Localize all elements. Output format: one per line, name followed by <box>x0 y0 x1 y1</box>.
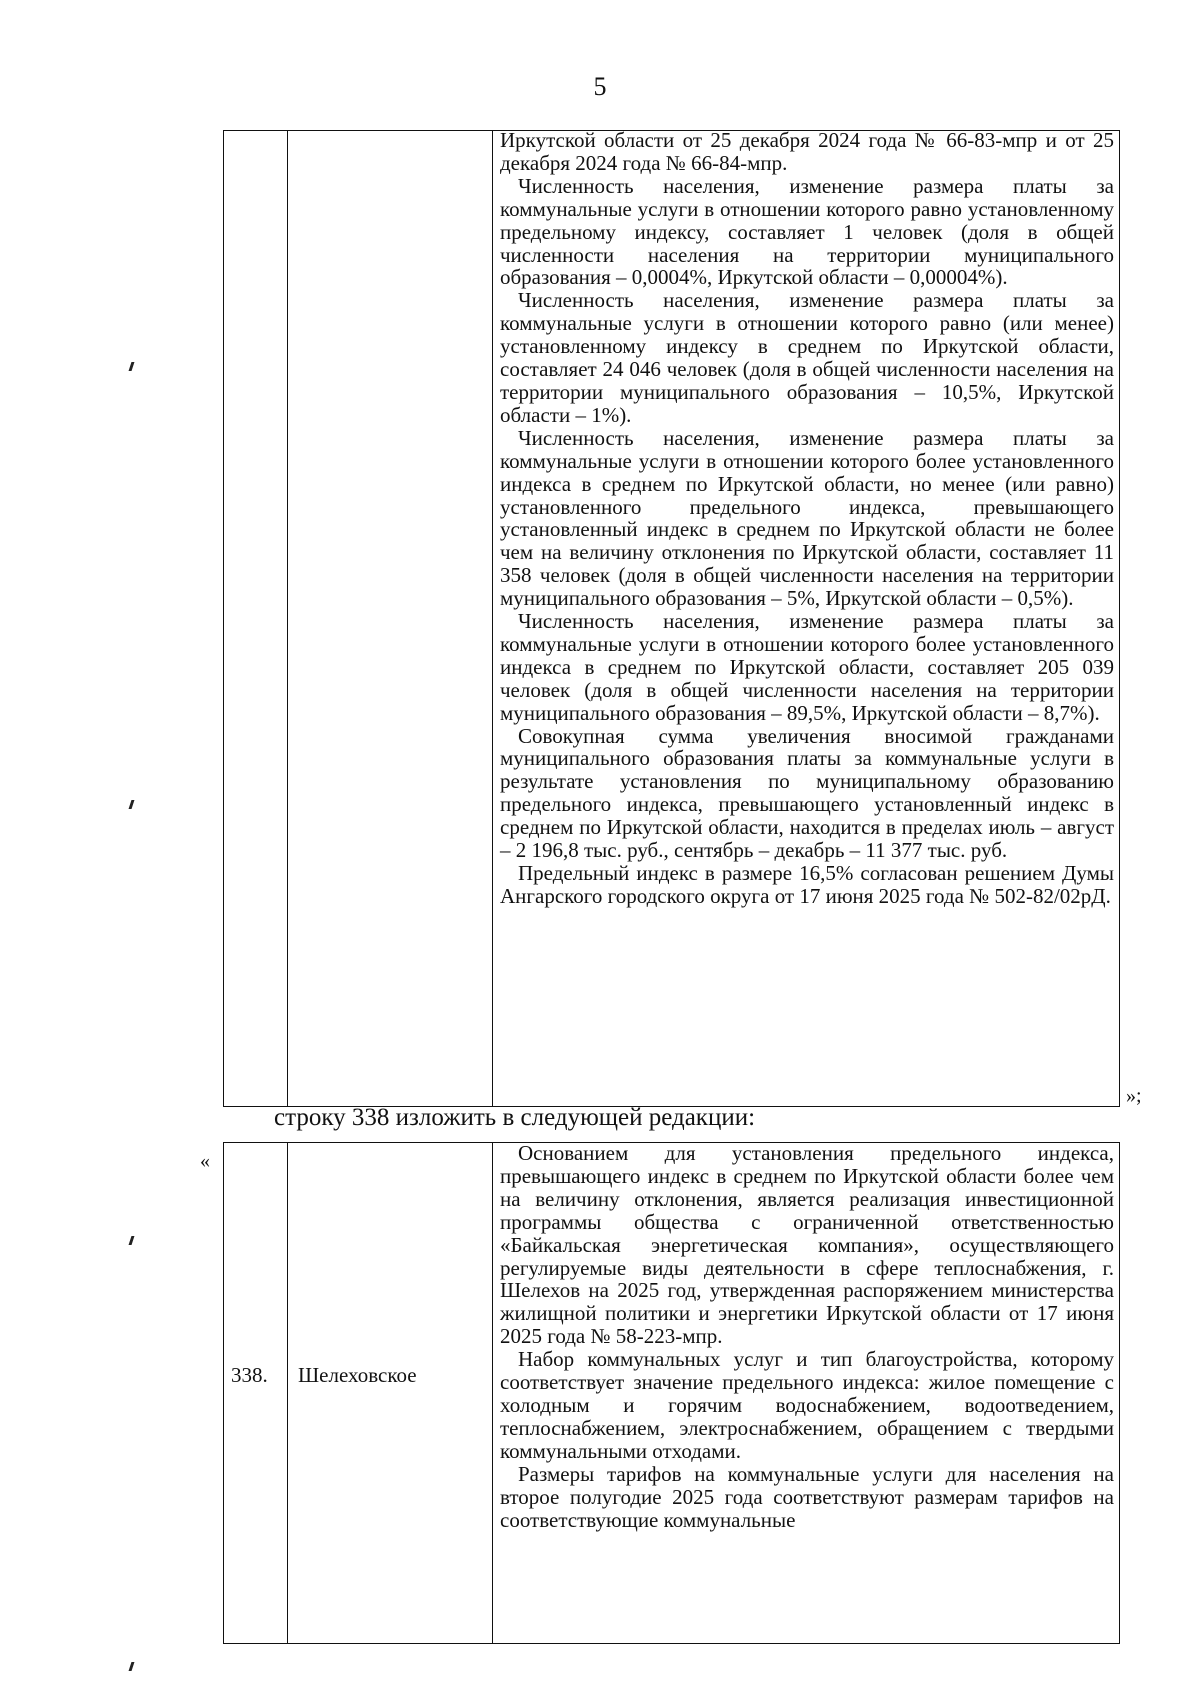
table-2-col-divider-1 <box>287 1142 288 1643</box>
paragraph: Численность населения, изменение размера платы за коммунальные услуги в отношении которого более установленного индекса в среднем по Иркутской области, составляет 205 039 человек (доля в общей численности населения на территории муниципального образования – 89,5%, Иркутской области – 8,7%). <box>500 609 1114 725</box>
page-number: 5 <box>593 72 607 101</box>
closing-quote: »; <box>1126 1085 1142 1107</box>
table-1-col-divider-1 <box>287 130 288 1106</box>
table-1-col-divider-2 <box>492 130 493 1106</box>
instruction-text: строку 338 изложить в следующей редакции: <box>274 1104 756 1131</box>
paragraph: Совокупная сумма увеличения вносимой гражданами муниципального образования платы за коммунальные услуги в результате установления по муниципальному образованию предельного индекса, превышающего установленный индекс в среднем по Иркутской области, находится в пределах июль – август – 2 196,8 тыс. руб., сентябрь – декабрь – 11 377 тыс. руб. <box>500 723 1114 863</box>
paragraph: Размеры тарифов на коммунальные услуги для населения на второе полугодие 2025 года соответствуют размерам тарифов на соответствующие коммунальные <box>500 1461 1114 1532</box>
opening-quote: « <box>200 1150 210 1172</box>
paragraph: Основанием для установления предельного индекса, превышающего индекс в среднем по Иркутской области более чем на величину отклонения, является реализация инвестиционной программы общества с ограниченной ответственностью «Байкальская энергетическая компания», осуществляющего регулируемые виды деятельности в сфере теплоснабжения, г. Шелехов на 2025 год, утвержденная распоряжением министерства жилищной политики и энергетики Иркутской области от 17 июня 2025 года № 58-223-мпр. <box>500 1141 1114 1349</box>
scan-mark <box>129 800 135 809</box>
paragraph: Численность населения, изменение размера платы за коммунальные услуги в отношении которого равно (или менее) установленному индексу в среднем по Иркутской области, составляет 24 046 человек (доля в общей численности населения на территории муниципального образования – 10,5%, Иркутской области – 1%). <box>500 288 1114 427</box>
municipality-name: Шелеховское <box>298 1363 417 1387</box>
paragraph: Набор коммунальных услуг и тип благоустройства, которому соответствует значение предельного индекса: жилое помещение с холодным и горячим водоснабжением, водоотведением, теплоснабжением, электроснабжением, обращением с твердыми коммунальными отходами. <box>500 1347 1114 1463</box>
scan-mark <box>129 1236 135 1245</box>
paragraph: Предельный индекс в размере 16,5% согласован решением Думы Ангарского городского округа от 17 июня 2025 года № 502-82/02рД. <box>500 861 1114 908</box>
scan-mark <box>129 362 135 371</box>
paragraph: Иркутской области от 25 декабря 2024 года № 66-83-мпр и от 25 декабря 2024 года № 66-84-мпр. <box>500 128 1114 175</box>
table-2-text-cell <box>500 1142 1114 1531</box>
table-2-col-divider-2 <box>492 1142 493 1643</box>
row-number: 338. <box>231 1363 268 1387</box>
table-1-text-cell <box>500 129 1114 908</box>
scan-mark <box>129 1662 135 1671</box>
paragraph: Численность населения, изменение размера платы за коммунальные услуги в отношении которого равно установленному предельному индексу, составляет 1 человек (доля в общей численности населения на территории муниципального образования – 0,0004%, Иркутской области – 0,00004%). <box>500 173 1114 290</box>
paragraph: Численность населения, изменение размера платы за коммунальные услуги в отношении которого более установленного индекса в среднем по Иркутской области, но менее (или равно) установленного предельного индекса, превышающего установленный индекс в среднем по Иркутской области не более чем на величину отклонения по Иркутской области, составляет 11 358 человек (доля в общей численности населения на территории муниципального образования – 5%, Иркутской области – 0,5%). <box>500 425 1114 611</box>
